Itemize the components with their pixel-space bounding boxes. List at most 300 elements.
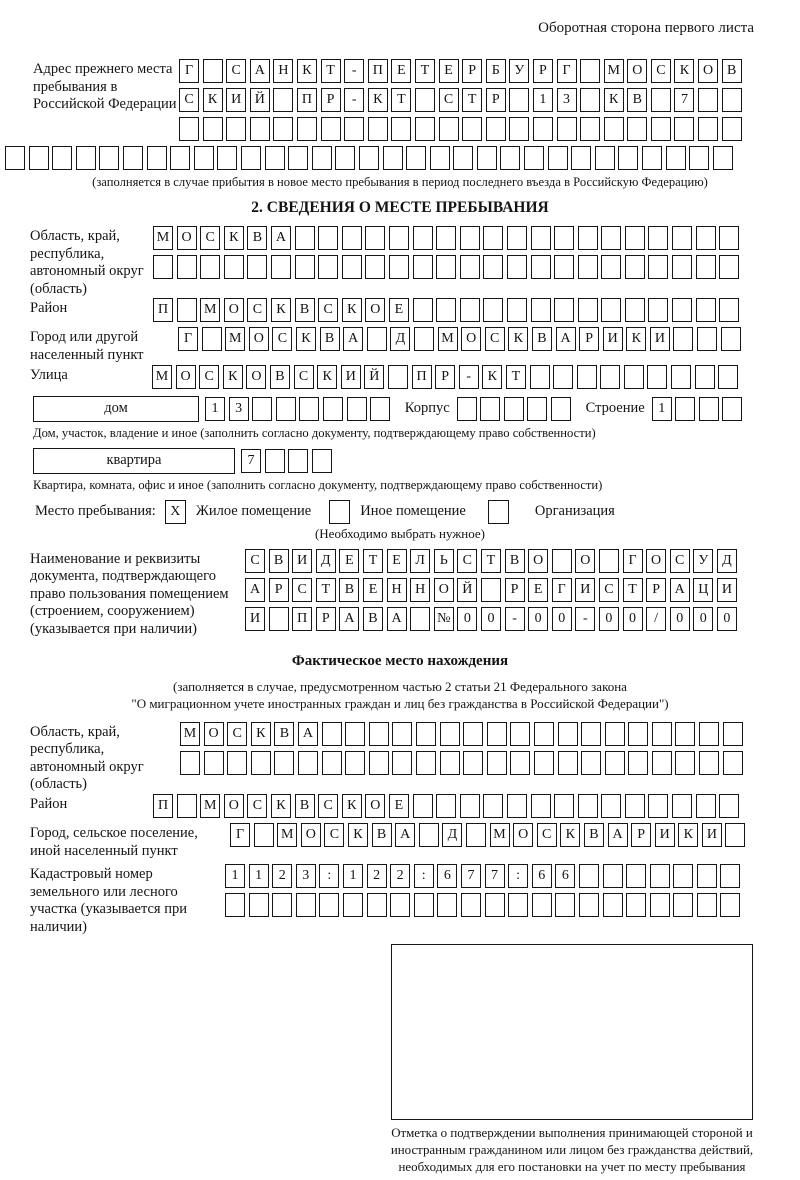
char-box: Р [435,365,455,389]
char-box: М [180,722,200,746]
char-box: А [608,823,628,847]
char-box [460,794,480,818]
char-box: - [344,88,364,112]
char-row [180,722,746,746]
char-box [462,117,482,141]
char-box [697,864,717,888]
char-row [153,794,743,818]
char-box [558,751,578,775]
char-box [651,88,671,112]
char-box [295,226,315,250]
char-box [647,365,667,389]
checkbox-organizatsiya[interactable] [488,500,509,524]
char-box: М [490,823,510,847]
char-box [319,893,339,917]
char-box: Й [250,88,270,112]
char-box [651,117,671,141]
char-box [439,117,459,141]
char-box [696,255,716,279]
char-box [720,893,740,917]
char-box: А [245,578,265,602]
char-box [508,893,528,917]
char-box [713,146,733,170]
field-prev-address [33,59,800,146]
field-dom [33,396,800,422]
char-box [648,255,668,279]
char-box [460,298,480,322]
char-box [170,146,190,170]
char-box: Г [178,327,198,351]
char-box [265,449,285,473]
char-box [698,88,718,112]
char-box [648,794,668,818]
char-box [180,751,200,775]
char-box: Й [457,578,477,602]
char-box [625,255,645,279]
ulitsa-label: Улица [30,366,68,383]
char-box [249,893,269,917]
char-box [265,146,285,170]
char-box: Г [179,59,199,83]
char-box [603,893,623,917]
char-box: А [343,327,363,351]
char-box [344,117,364,141]
char-box: В [339,578,359,602]
char-box [554,794,574,818]
char-box [52,146,72,170]
char-box [510,751,530,775]
char-box [601,298,621,322]
char-box: П [153,794,173,818]
char-box: С [226,59,246,83]
char-box: Т [462,88,482,112]
char-box [241,146,261,170]
char-box: В [372,823,392,847]
dom-title-box: дом [33,396,199,422]
char-box: 3 [557,88,577,112]
char-box [76,146,96,170]
char-box: К [560,823,580,847]
char-box [486,117,506,141]
char-box [251,751,271,775]
char-box: С [318,298,338,322]
char-box [322,722,342,746]
char-box: Е [363,578,383,602]
char-box: С [294,365,314,389]
char-box: С [247,794,267,818]
char-box: : [319,864,339,888]
char-box [365,255,385,279]
char-box [272,893,292,917]
char-box [295,255,315,279]
kvartira-title-box: квартира [33,448,235,474]
char-box [650,864,670,888]
char-box: М [153,226,173,250]
stamp-note: Отметка о подтверждении выполнения принимающей стороной и иностранным гражданином или лицом без гражданства действий, необходимых для его постановки на учет по месту пребывания [390,1126,754,1175]
char-box [345,722,365,746]
char-box: С [485,327,505,351]
char-box [507,794,527,818]
char-box [579,893,599,917]
char-box: О [365,298,385,322]
char-box: В [320,327,340,351]
char-box: 0 [623,607,643,631]
char-box [179,117,199,141]
char-box: О [176,365,196,389]
char-box [531,298,551,322]
stamp-area [388,944,756,1175]
char-box [554,226,574,250]
char-box [318,255,338,279]
char-box: И [341,365,361,389]
prev-address-note: (заполняется в случае прибытия в новое место пребывания в период последнего въезда в Российскую Федерацию) [92,175,708,189]
char-box [718,365,738,389]
char-box [487,751,507,775]
char-box: О [575,549,595,573]
char-box [200,255,220,279]
char-box: 1 [249,864,269,888]
char-box [527,397,547,421]
char-box [531,226,551,250]
char-box [699,751,719,775]
char-box: М [604,59,624,83]
char-box [414,893,434,917]
char-box: К [271,298,291,322]
char-box [628,722,648,746]
char-box: А [387,607,407,631]
char-box [413,298,433,322]
char-box [548,146,568,170]
char-box [578,255,598,279]
char-box: О [301,823,321,847]
char-box [466,823,486,847]
option-organizatsiya-label: Организация [534,503,615,520]
char-box: С [179,88,199,112]
char-box: 1 [225,864,245,888]
char-box [696,298,716,322]
char-box [153,255,173,279]
kadastr-grid [225,864,744,922]
char-box: И [702,823,722,847]
oblast-label: Область, край, республика, автономный округ (область) [30,228,144,297]
document-grid [245,549,740,636]
char-box: С [292,578,312,602]
char-box: О [513,823,533,847]
char-box [534,751,554,775]
char-box [252,397,272,421]
char-box [605,751,625,775]
char-box: О [204,722,224,746]
char-box [343,893,363,917]
char-box [204,751,224,775]
char-box [460,226,480,250]
char-box [487,722,507,746]
char-row [180,751,746,775]
char-box [254,823,274,847]
char-box [123,146,143,170]
field-raion [30,298,800,327]
char-box: Т [623,578,643,602]
char-box [675,751,695,775]
char-box [723,722,743,746]
field-kvartira [33,448,800,474]
char-box: Г [552,578,572,602]
facts-gorod-label: Город, сельское поселение, иной населенный пункт [30,824,198,859]
char-box [359,146,379,170]
char-box: С [247,298,267,322]
char-box: А [670,578,690,602]
char-box: 0 [670,607,690,631]
char-box [507,255,527,279]
field-kadastr [30,864,800,936]
char-box [648,226,668,250]
char-row [245,549,740,573]
char-box: Г [557,59,577,83]
char-box: И [655,823,675,847]
char-row [652,397,746,421]
char-box [673,893,693,917]
char-box [217,146,237,170]
char-row [179,88,745,112]
char-row [230,823,749,847]
char-box: О [365,794,385,818]
checkbox-zhiloe[interactable]: X [165,500,186,524]
char-box [392,722,412,746]
char-box: О [177,226,197,250]
char-box [696,794,716,818]
gorod-label: Город или другой населенный пункт [30,329,144,363]
char-box: Ц [693,578,713,602]
char-box [483,794,503,818]
char-box: К [626,327,646,351]
char-box [368,117,388,141]
char-box: С [200,226,220,250]
char-box: Р [505,578,525,602]
char-box: К [203,88,223,112]
char-box [347,397,367,421]
char-box [271,255,291,279]
field-facts-raion [30,794,800,823]
char-box: С [537,823,557,847]
char-row [225,864,744,888]
char-box: А [250,59,270,83]
char-box: С [439,88,459,112]
char-box [463,751,483,775]
char-box [723,751,743,775]
char-box [392,751,412,775]
char-box [618,146,638,170]
char-box: О [646,549,666,573]
char-box [203,117,223,141]
char-box: Д [442,823,462,847]
char-box: Д [316,549,336,573]
char-box [437,893,457,917]
char-box [461,893,481,917]
char-row [179,117,745,141]
prev-address-label: Адрес прежнего места пребывания в Российской Федерации [33,61,177,113]
section-2-title: 2. СВЕДЕНИЯ О МЕСТЕ ПРЕБЫВАНИЯ [251,199,549,216]
char-box [689,146,709,170]
field-facts-gorod [30,823,800,860]
char-box [318,226,338,250]
char-box [227,751,247,775]
char-box [719,794,739,818]
facts-note-line2: "О миграционном учете иностранных граждан и лиц без гражданства в Российской Федерации") [131,695,669,711]
char-box [531,794,551,818]
char-box [440,751,460,775]
char-row [5,146,800,170]
char-box [147,146,167,170]
char-box: К [678,823,698,847]
document-label: Наименование и реквизиты документа, подтверждающего право пользования помещением (строением, сооружением) (указывается при наличии) [30,550,229,637]
char-box [699,397,719,421]
char-box: М [152,365,172,389]
char-box: Р [462,59,482,83]
char-box: М [200,298,220,322]
char-box: И [575,578,595,602]
char-box [507,226,527,250]
char-box: Р [321,88,341,112]
char-box: Д [717,549,737,573]
char-box: - [575,607,595,631]
char-box [605,722,625,746]
char-box: Е [389,298,409,322]
char-box [722,117,742,141]
char-box [696,226,716,250]
char-box [226,117,246,141]
char-box [312,449,332,473]
char-box: 7 [241,449,261,473]
facts-raion-label: Район [30,795,68,812]
char-box: К [223,365,243,389]
char-box: Е [389,794,409,818]
char-box: Т [481,549,501,573]
char-box: Г [230,823,250,847]
char-box: И [603,327,623,351]
char-box: Д [390,327,410,351]
char-box: М [200,794,220,818]
char-box: К [348,823,368,847]
char-box [415,88,435,112]
char-box [419,823,439,847]
char-row [245,578,740,602]
char-box [323,397,343,421]
char-box [273,117,293,141]
char-box [415,117,435,141]
char-box: В [295,298,315,322]
field-mesto-prebyvaniya [35,500,800,524]
char-box: В [627,88,647,112]
stamp-box [391,944,753,1120]
char-box [599,549,619,573]
char-box [672,226,692,250]
char-box [553,365,573,389]
char-box [675,397,695,421]
char-box [578,298,598,322]
char-row [205,397,394,421]
char-box [369,751,389,775]
char-box: П [297,88,317,112]
char-box: С [245,549,265,573]
char-box [626,864,646,888]
char-box: К [296,327,316,351]
dom-note: Дом, участок, владение и иное (заполнить согласно документу, подтверждающему право собственности) [33,425,596,440]
char-box [571,146,591,170]
char-box [389,226,409,250]
char-box: 6 [555,864,575,888]
char-box: О [627,59,647,83]
char-box: В [295,794,315,818]
char-box [509,88,529,112]
char-box: А [298,722,318,746]
char-row [225,893,744,917]
char-box: Е [339,549,359,573]
char-box: Б [486,59,506,83]
char-box: С [272,327,292,351]
char-box: К [297,59,317,83]
char-box: К [482,365,502,389]
char-box [722,88,742,112]
char-box [672,794,692,818]
char-box [720,864,740,888]
char-box: А [339,607,359,631]
checkbox-inoe[interactable] [329,500,350,524]
char-box [642,146,662,170]
char-box [367,327,387,351]
char-box [554,255,574,279]
char-box: В [722,59,742,83]
char-box: Т [506,365,526,389]
char-row [153,255,743,279]
char-box [177,255,197,279]
char-box [390,893,410,917]
char-box: Т [321,59,341,83]
char-box [430,146,450,170]
char-box [365,226,385,250]
char-box [483,298,503,322]
char-box [580,117,600,141]
char-row [457,397,575,421]
char-box [288,146,308,170]
char-box [416,751,436,775]
char-box: В [505,549,525,573]
char-box [276,397,296,421]
char-box: 6 [532,864,552,888]
char-box [342,255,362,279]
char-box [558,722,578,746]
char-box [410,607,430,631]
char-box: К [251,722,271,746]
char-box: Р [631,823,651,847]
char-box [99,146,119,170]
char-box: О [528,549,548,573]
char-box [524,146,544,170]
char-box: Е [439,59,459,83]
char-box [345,751,365,775]
char-box: Р [579,327,599,351]
char-box: 7 [674,88,694,112]
char-box [698,117,718,141]
char-box: С [324,823,344,847]
facts-title: Фактическое место нахождения [291,652,509,669]
char-box [624,365,644,389]
char-box: 7 [461,864,481,888]
char-box: К [508,327,528,351]
char-box: Т [316,578,336,602]
char-box [581,751,601,775]
char-box: К [368,88,388,112]
char-box: С [670,549,690,573]
